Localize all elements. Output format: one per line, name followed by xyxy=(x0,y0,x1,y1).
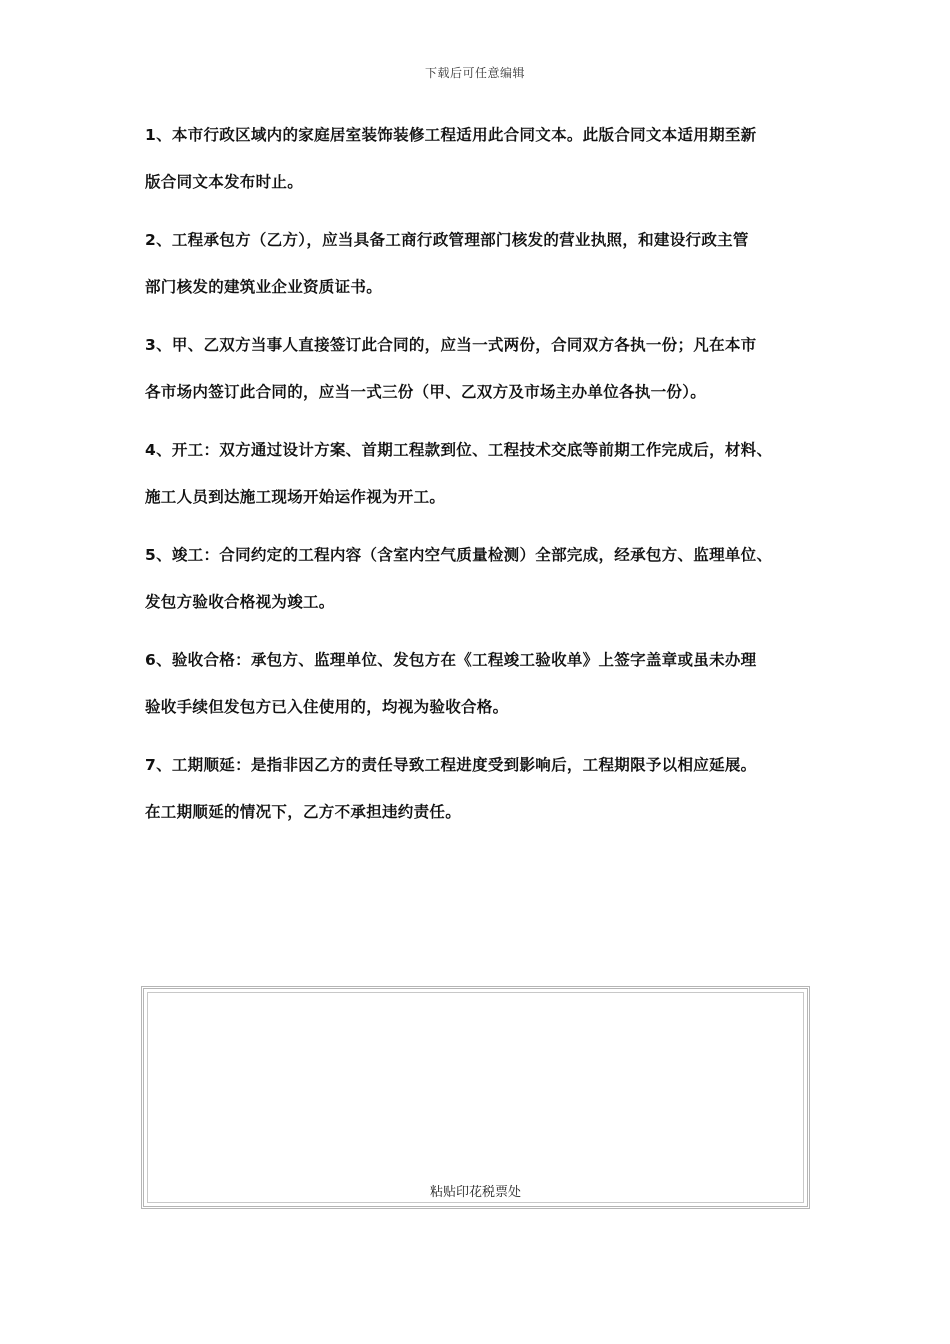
clause-line: 3、甲、乙双方当事人直接签订此合同的，应当一式两份，合同双方各执一份；凡在本市 xyxy=(145,336,757,354)
clause-4 xyxy=(145,427,815,521)
clause-line: 2、工程承包方（乙方），应当具备工商行政管理部门核发的营业执照，和建设行政主管 xyxy=(145,231,749,249)
clause-6 xyxy=(145,637,815,731)
clause-7 xyxy=(145,742,815,836)
clause-line: 各市场内签订此合同的，应当一式三份（甲、乙双方及市场主办单位各执一份）。 xyxy=(145,383,707,401)
stamp-box xyxy=(141,986,810,1209)
clause-5 xyxy=(145,532,815,626)
stamp-label: 粘贴印花税票处 xyxy=(429,1185,521,1200)
clause-line: 验收手续但发包方已入住使用的，均视为验收合格。 xyxy=(145,698,509,716)
header-note: 下载后可任意编辑 xyxy=(424,66,525,80)
clause-line: 部门核发的建筑业企业资质证书。 xyxy=(145,278,383,296)
clause-line: 发包方验收合格视为竣工。 xyxy=(145,593,335,611)
clause-line: 4、开工：双方通过设计方案、首期工程款到位、工程技术交底等前期工作完成后，材料、 xyxy=(145,441,773,459)
stamp-box-inner-border xyxy=(147,992,804,1203)
clause-3 xyxy=(145,322,815,416)
clause-line: 5、竣工：合同约定的工程内容（含室内空气质量检测）全部完成，经承包方、监理单位、 xyxy=(145,546,773,564)
clause-list xyxy=(145,112,815,847)
clause-1 xyxy=(145,112,815,206)
clause-line: 1、本市行政区域内的家庭居室装饰装修工程适用此合同文本。此版合同文本适用期至新 xyxy=(145,126,757,144)
clause-line: 6、验收合格：承包方、监理单位、发包方在《工程竣工验收单》上签字盖章或虽未办理 xyxy=(145,651,757,669)
clause-line: 施工人员到达施工现场开始运作视为开工。 xyxy=(145,488,446,506)
clause-2 xyxy=(145,217,815,311)
clause-line: 在工期顺延的情况下，乙方不承担违约责任。 xyxy=(145,803,462,821)
clause-line: 7、工期顺延：是指非因乙方的责任导致工程进度受到影响后，工程期限予以相应延展。 xyxy=(145,756,757,774)
clause-line: 版合同文本发布时止。 xyxy=(145,173,304,191)
